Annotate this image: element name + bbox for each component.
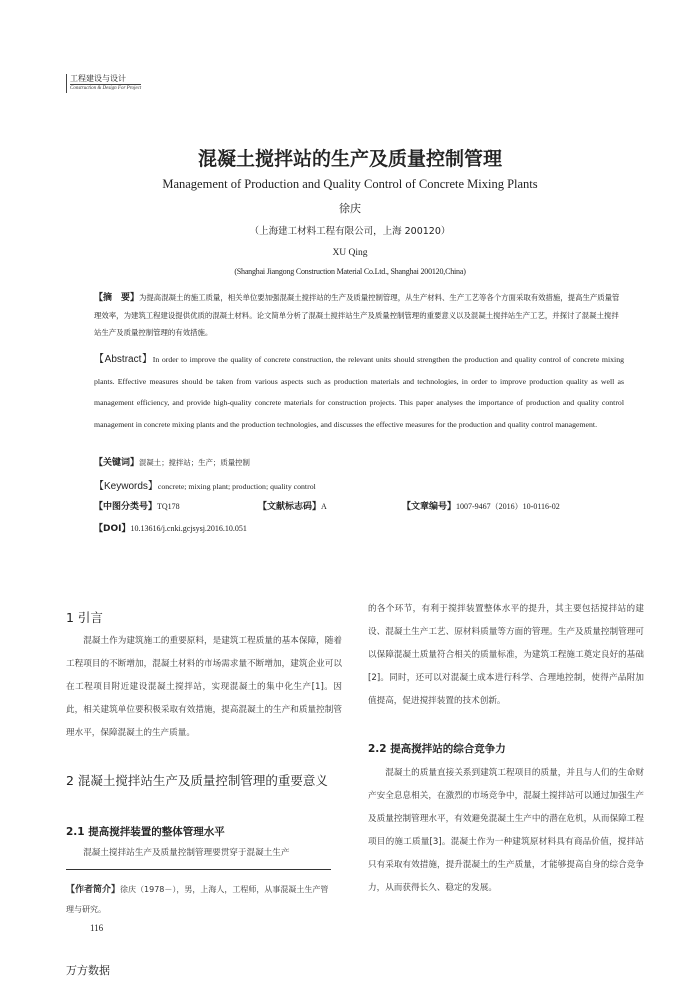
- section-2-2-heading: 2.2 提高搅拌站的综合竞争力: [368, 743, 506, 755]
- keywords-cn-label: 【关键词】: [94, 458, 140, 468]
- wanfang-watermark: 万方数据: [66, 964, 110, 977]
- keywords-cn-text: 混凝土；搅拌站；生产；质量控制: [139, 458, 250, 467]
- clc-label: 【中图分类号】: [94, 502, 158, 512]
- doc-code-value: A: [321, 502, 327, 511]
- clc-value: TQ178: [157, 502, 180, 511]
- author-name-en: XU Qing: [332, 248, 368, 258]
- right-column-paragraph: 的各个环节，有利于搅拌装置整体水平的提升，其主要包括搅拌站的建设、混凝土生产工艺、原材料质量等方面的管理。生产及质量控制管理可以保障混凝土质量符合相关的质量标准，为建筑工程施工奠定良好的基础[2]。同时，还可以对混凝土成本进行科学、合理地控制，使得产品附加值提高，促进搅拌装置的技术创新。: [368, 604, 644, 706]
- paper-title-cn: 混凝土搅拌站的生产及质量控制管理: [197, 148, 502, 170]
- paper-title-en: Management of Production and Quality Control of Concrete Mixing Plants: [162, 177, 538, 191]
- keywords-cn: [94, 455, 624, 468]
- doi-label: 【DOI】: [94, 524, 131, 534]
- affiliation-cn: （上海建工材料工程有限公司，上海 200120）: [249, 226, 451, 237]
- section-1-heading: 1 引言: [66, 610, 103, 625]
- keywords-en-label: 【Keywords】: [94, 481, 158, 492]
- affiliation-en: (Shanghai Jiangong Construction Material Co.Ltd., Shanghai 200120,China): [234, 267, 466, 276]
- section-1-paragraph: 混凝土作为建筑施工的重要原料，是建筑工程质量的基本保障，随着工程项目的不断增加，混凝土材料的市场需求量不断增加，建筑企业可以在工程项目附近建设混凝土搅拌站，实现混凝土的集中化生产[1]。因此，相关建筑单位要积极采取有效措施，提高混凝土的生产和质量控制管理水平，保障混凝土的生产质量。: [66, 636, 342, 738]
- abstract-cn-label: 【摘 要】: [94, 293, 140, 303]
- section-2-heading: 2 混凝土搅拌站生产及质量控制管理的重要意义: [66, 773, 328, 788]
- doi-value: 10.13616/j.cnki.gcjsysj.2016.10.051: [130, 524, 247, 533]
- author-name-cn: 徐庆: [339, 202, 361, 215]
- author-footnote: [66, 880, 336, 920]
- keywords-en-text: concrete; mixing plant; production; quality control: [157, 482, 316, 491]
- journal-header: [66, 74, 141, 93]
- section-2-1-heading: 2.1 提高搅拌装置的整体管理水平: [66, 826, 225, 838]
- journal-name-en: Construction & Design For Project: [70, 86, 142, 91]
- abstract-cn: [94, 289, 624, 341]
- article-number-value: 1007-9467（2016）10-0116-02: [456, 502, 560, 511]
- section-2-1-paragraph: 混凝土搅拌站生产及质量控制管理要贯穿于混凝土生产: [83, 848, 290, 858]
- journal-name-cn: 工程建设与设计: [70, 74, 126, 83]
- section-2-2-paragraph: 混凝土的质量直接关系到建筑工程项目的质量，并且与人们的生命财产安全息息相关，在激烈的市场竞争中，混凝土搅拌站可以通过加强生产及质量控制管理水平，有效避免混凝土生产中的潜在危机，从而保障工程项目的施工质量[3]。混凝土作为一种建筑原材料具有商品价值，搅拌站只有采取有效措施，提升混凝土的生产质量，才能够提高自身的综合竞争力，从而获得长久、稳定的发展。: [368, 768, 644, 893]
- article-number-label: 【文章编号】: [402, 502, 457, 512]
- doi: [94, 521, 247, 534]
- abstract-en-label: 【Abstract】: [94, 354, 153, 365]
- article-number: [402, 499, 560, 512]
- abstract-en: [94, 349, 624, 435]
- keywords-en: [94, 477, 624, 492]
- author-note-label: 【作者简介】: [66, 885, 121, 895]
- doc-code-label: 【文献标志码】: [258, 502, 322, 512]
- clc-number: [94, 499, 180, 512]
- abstract-cn-text: 为提高混凝土的施工质量，相关单位要加强混凝土搅拌站的生产及质量控制管理，从生产材料、生产工艺等各个方面采取有效措施，提高生产质量管理效率，为建筑工程建设提供优质的混凝土材料。论文简单分析了混凝土搅拌站生产及质量控制管理的重要意义以及混凝土搅拌站生产工艺，并探讨了混凝土搅拌站生产及质量控制管理的有效措施。: [94, 293, 620, 337]
- author-note-text: 徐庆（1978－），男，上海人，工程师，从事混凝土生产管理与研究。: [66, 885, 329, 914]
- page-number: 116: [90, 923, 104, 933]
- footnote-divider: [66, 869, 331, 870]
- document-code: [258, 499, 327, 512]
- abstract-en-text: In order to improve the quality of concrete construction, the relevant units should strengthen the production and quality control of concrete mixing plants. Effective measures should be taken from various aspects such as production materials and technologies, in order to improve production quality as well as management efficiency, and provide high-quality concrete materials for construction projects. This paper analyses the importance of production and quality control management in concrete mixing plants and the production technologies, and discusses the effective measures for the production and quality control management.: [94, 355, 625, 429]
